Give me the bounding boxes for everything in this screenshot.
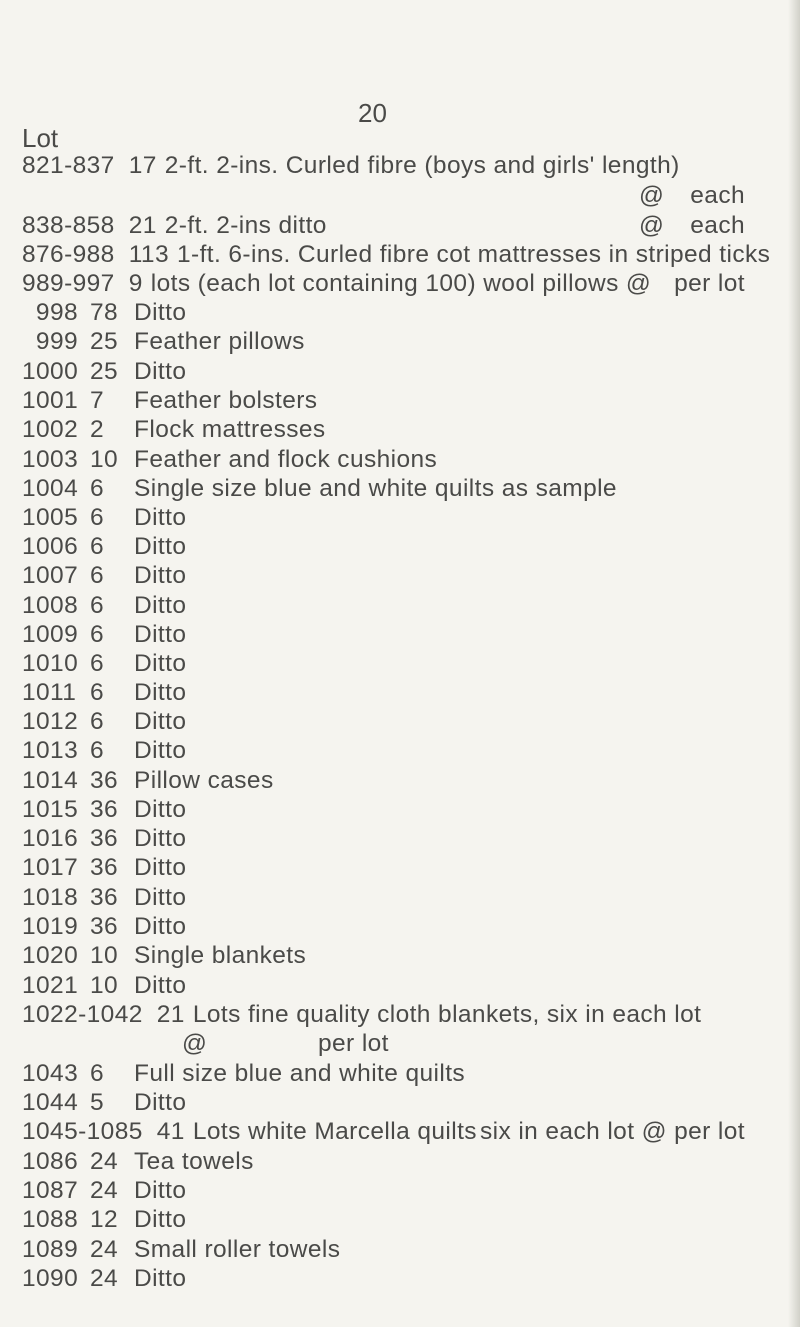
lot-number: 989-997 bbox=[22, 270, 115, 297]
lot-number: 1002 bbox=[22, 416, 79, 443]
lot-number: 999 bbox=[35, 328, 78, 355]
lot-entry bbox=[22, 913, 745, 941]
lot-entry bbox=[22, 504, 745, 532]
lot-entry bbox=[22, 592, 745, 620]
lot-description: lots (each lot containing 100) wool pillows @ bbox=[150, 270, 652, 297]
lot-description: Ditto bbox=[134, 1265, 187, 1292]
lot-entry bbox=[22, 1001, 745, 1029]
lot-quantity: 6 bbox=[90, 533, 105, 560]
lot-number: 1006 bbox=[22, 533, 79, 560]
lot-quantity: 36 bbox=[90, 913, 119, 940]
lot-number: 1004 bbox=[22, 475, 79, 502]
lot-entry bbox=[22, 328, 745, 356]
lot-description: Pillow cases bbox=[134, 767, 274, 794]
lot-number: 1088 bbox=[22, 1206, 79, 1233]
lot-number: 1009 bbox=[22, 621, 79, 648]
at-symbol: @ bbox=[639, 182, 665, 209]
lot-quantity: 6 bbox=[90, 475, 105, 502]
lot-quantity: 6 bbox=[90, 679, 105, 706]
lot-quantity: 25 bbox=[90, 358, 119, 385]
lot-description: Feather and flock cushions bbox=[134, 446, 438, 473]
lot-entry bbox=[22, 650, 745, 678]
lot-number: 1021 bbox=[22, 972, 79, 999]
lot-quantity: 113 bbox=[128, 241, 169, 268]
lot-description: Ditto bbox=[134, 621, 187, 648]
lot-description: Ditto bbox=[134, 796, 187, 823]
lot-number: 1005 bbox=[22, 504, 79, 531]
rate-label: each bbox=[690, 212, 745, 239]
lot-entry bbox=[22, 884, 745, 912]
lot-entry bbox=[22, 854, 745, 882]
lot-entry bbox=[22, 299, 745, 327]
lot-number: 1045-1085 bbox=[22, 1118, 143, 1145]
lot-number: 1012 bbox=[22, 708, 79, 735]
lot-number: 838-858 bbox=[22, 212, 115, 239]
lot-description: 2-ft. 2-ins ditto bbox=[164, 212, 327, 239]
lot-description: Ditto bbox=[134, 299, 187, 326]
lot-entry bbox=[22, 1148, 745, 1176]
lot-entry bbox=[22, 475, 745, 503]
lot-quantity: 41 bbox=[156, 1118, 185, 1145]
lot-quantity: 17 bbox=[128, 152, 157, 179]
lot-number: 1001 bbox=[22, 387, 79, 414]
lot-quantity: 12 bbox=[90, 1206, 119, 1233]
lot-quantity: 10 bbox=[90, 446, 119, 473]
lot-number: 1016 bbox=[22, 825, 79, 852]
lot-description: Lots fine quality cloth blankets, six in each lot bbox=[192, 1001, 702, 1028]
lot-number: 1019 bbox=[22, 913, 79, 940]
lot-number: 1015 bbox=[22, 796, 79, 823]
lot-entry bbox=[22, 796, 745, 824]
lot-number: 1086 bbox=[22, 1148, 79, 1175]
lot-entry bbox=[22, 446, 745, 474]
lot-quantity: 78 bbox=[90, 299, 119, 326]
lot-description: Ditto bbox=[134, 737, 187, 764]
lot-description: Ditto bbox=[134, 854, 187, 881]
lot-number: 1003 bbox=[22, 446, 79, 473]
lot-description: Full size blue and white quilts bbox=[134, 1060, 466, 1087]
lot-description: Feather bolsters bbox=[134, 387, 318, 414]
lot-description: Ditto bbox=[134, 562, 187, 589]
lot-quantity: 6 bbox=[90, 562, 105, 589]
lot-number: 1011 bbox=[22, 679, 77, 706]
lot-quantity: 7 bbox=[90, 387, 105, 414]
lot-quantity: 25 bbox=[90, 328, 119, 355]
lot-number: 1010 bbox=[22, 650, 79, 677]
lot-entry bbox=[22, 1177, 745, 1205]
lot-description: Lots white Marcella quilts bbox=[192, 1118, 477, 1145]
lot-description: Ditto bbox=[134, 650, 187, 677]
lot-entry bbox=[22, 621, 745, 649]
lot-description: Ditto bbox=[134, 708, 187, 735]
lot-entry bbox=[22, 416, 745, 444]
lot-description: 1-ft. 6-ins. Curled fibre cot mattresses in striped ticks bbox=[176, 241, 771, 268]
lot-description: Ditto bbox=[134, 972, 187, 999]
lot-description: Ditto bbox=[134, 533, 187, 560]
lot-entry bbox=[22, 270, 745, 298]
lot-number: 1013 bbox=[22, 737, 79, 764]
lot-column-header: Lot bbox=[22, 123, 59, 153]
lot-quantity: 6 bbox=[90, 504, 105, 531]
lot-quantity: 36 bbox=[90, 884, 119, 911]
lot-entry bbox=[22, 1118, 745, 1146]
lot-quantity: 6 bbox=[90, 621, 105, 648]
lot-description: Ditto bbox=[134, 504, 187, 531]
lot-entry bbox=[22, 562, 745, 590]
lot-number: 1043 bbox=[22, 1060, 79, 1087]
lot-quantity: 6 bbox=[90, 1060, 105, 1087]
lot-number: 1017 bbox=[22, 854, 79, 881]
lot-description: Ditto bbox=[134, 1177, 187, 1204]
lot-quantity: 36 bbox=[90, 796, 119, 823]
lot-entry bbox=[22, 942, 745, 970]
lot-quantity: 24 bbox=[90, 1236, 119, 1263]
lot-entry bbox=[22, 1060, 745, 1088]
lot-quantity: 24 bbox=[90, 1148, 119, 1175]
lot-entry bbox=[22, 387, 745, 415]
lot-entry bbox=[22, 533, 745, 561]
lot-description: Ditto bbox=[134, 679, 187, 706]
lot-quantity: 10 bbox=[90, 942, 119, 969]
lot-entry bbox=[22, 708, 745, 736]
at-symbol: @ bbox=[182, 1030, 208, 1057]
lot-number: 1044 bbox=[22, 1089, 79, 1116]
page-number: 20 bbox=[358, 98, 387, 128]
lot-description: Ditto bbox=[134, 1089, 187, 1116]
rate-label: six in each lot @ per lot bbox=[479, 1118, 745, 1145]
lot-description: Ditto bbox=[134, 825, 187, 852]
lot-number: 1014 bbox=[22, 767, 79, 794]
lot-description: Flock mattresses bbox=[134, 416, 326, 443]
lot-entry bbox=[22, 212, 745, 240]
rate-label: per lot bbox=[674, 270, 745, 297]
lot-quantity: 6 bbox=[90, 708, 105, 735]
lot-entry bbox=[22, 1236, 745, 1264]
lot-number: 1090 bbox=[22, 1265, 79, 1292]
lot-number: 1089 bbox=[22, 1236, 79, 1263]
lot-description: Feather pillows bbox=[134, 328, 305, 355]
lot-number: 1007 bbox=[22, 562, 79, 589]
lot-description: Single size blue and white quilts as sample bbox=[134, 475, 617, 502]
lot-number: 1087 bbox=[22, 1177, 79, 1204]
lot-description: Ditto bbox=[134, 358, 187, 385]
lot-number: 1018 bbox=[22, 884, 79, 911]
lot-quantity: 36 bbox=[90, 825, 119, 852]
lot-entry bbox=[22, 679, 745, 707]
lot-quantity: 2 bbox=[90, 416, 105, 443]
at-symbol: @ bbox=[639, 212, 665, 239]
lot-quantity: 36 bbox=[90, 854, 119, 881]
lot-number: 1000 bbox=[22, 358, 79, 385]
lot-entry bbox=[22, 152, 745, 180]
lot-quantity: 6 bbox=[90, 737, 105, 764]
lot-entry bbox=[22, 737, 745, 765]
lot-description: Ditto bbox=[134, 913, 187, 940]
lot-quantity: 36 bbox=[90, 767, 119, 794]
lot-description: Single blankets bbox=[134, 942, 307, 969]
lot-quantity: 6 bbox=[90, 592, 105, 619]
lot-quantity: 6 bbox=[90, 650, 105, 677]
lot-number: 1020 bbox=[22, 942, 79, 969]
lot-description: Tea towels bbox=[134, 1148, 254, 1175]
lot-quantity: 5 bbox=[90, 1089, 105, 1116]
lot-description: Ditto bbox=[134, 592, 187, 619]
lot-quantity: 21 bbox=[128, 212, 157, 239]
lot-number: 1022-1042 bbox=[22, 1001, 143, 1028]
page-edge-shadow bbox=[788, 0, 800, 1327]
lot-description: Ditto bbox=[134, 1206, 187, 1233]
lot-description: Small roller towels bbox=[134, 1236, 341, 1263]
lot-description: Ditto bbox=[134, 884, 187, 911]
lot-quantity: 9 bbox=[128, 270, 143, 297]
lot-entry bbox=[22, 1089, 745, 1117]
rate-label: each bbox=[690, 182, 745, 209]
lot-entry bbox=[22, 358, 745, 386]
lot-entry bbox=[22, 972, 745, 1000]
lot-entry bbox=[22, 767, 745, 795]
lot-quantity: 24 bbox=[90, 1265, 119, 1292]
rate-label: per lot bbox=[318, 1030, 389, 1057]
lot-entry bbox=[22, 1265, 745, 1293]
lot-number: 821-837 bbox=[22, 152, 115, 179]
lot-quantity: 21 bbox=[156, 1001, 185, 1028]
lot-number: 876-988 bbox=[22, 241, 115, 268]
lot-entry bbox=[22, 241, 771, 269]
lot-description: 2-ft. 2-ins. Curled fibre (boys and girls' length) bbox=[164, 152, 680, 179]
lot-number: 998 bbox=[35, 299, 78, 326]
lot-number: 1008 bbox=[22, 592, 79, 619]
lot-quantity: 10 bbox=[90, 972, 119, 999]
lot-entry bbox=[22, 1206, 745, 1234]
lot-entry bbox=[22, 825, 745, 853]
lot-quantity: 24 bbox=[90, 1177, 119, 1204]
